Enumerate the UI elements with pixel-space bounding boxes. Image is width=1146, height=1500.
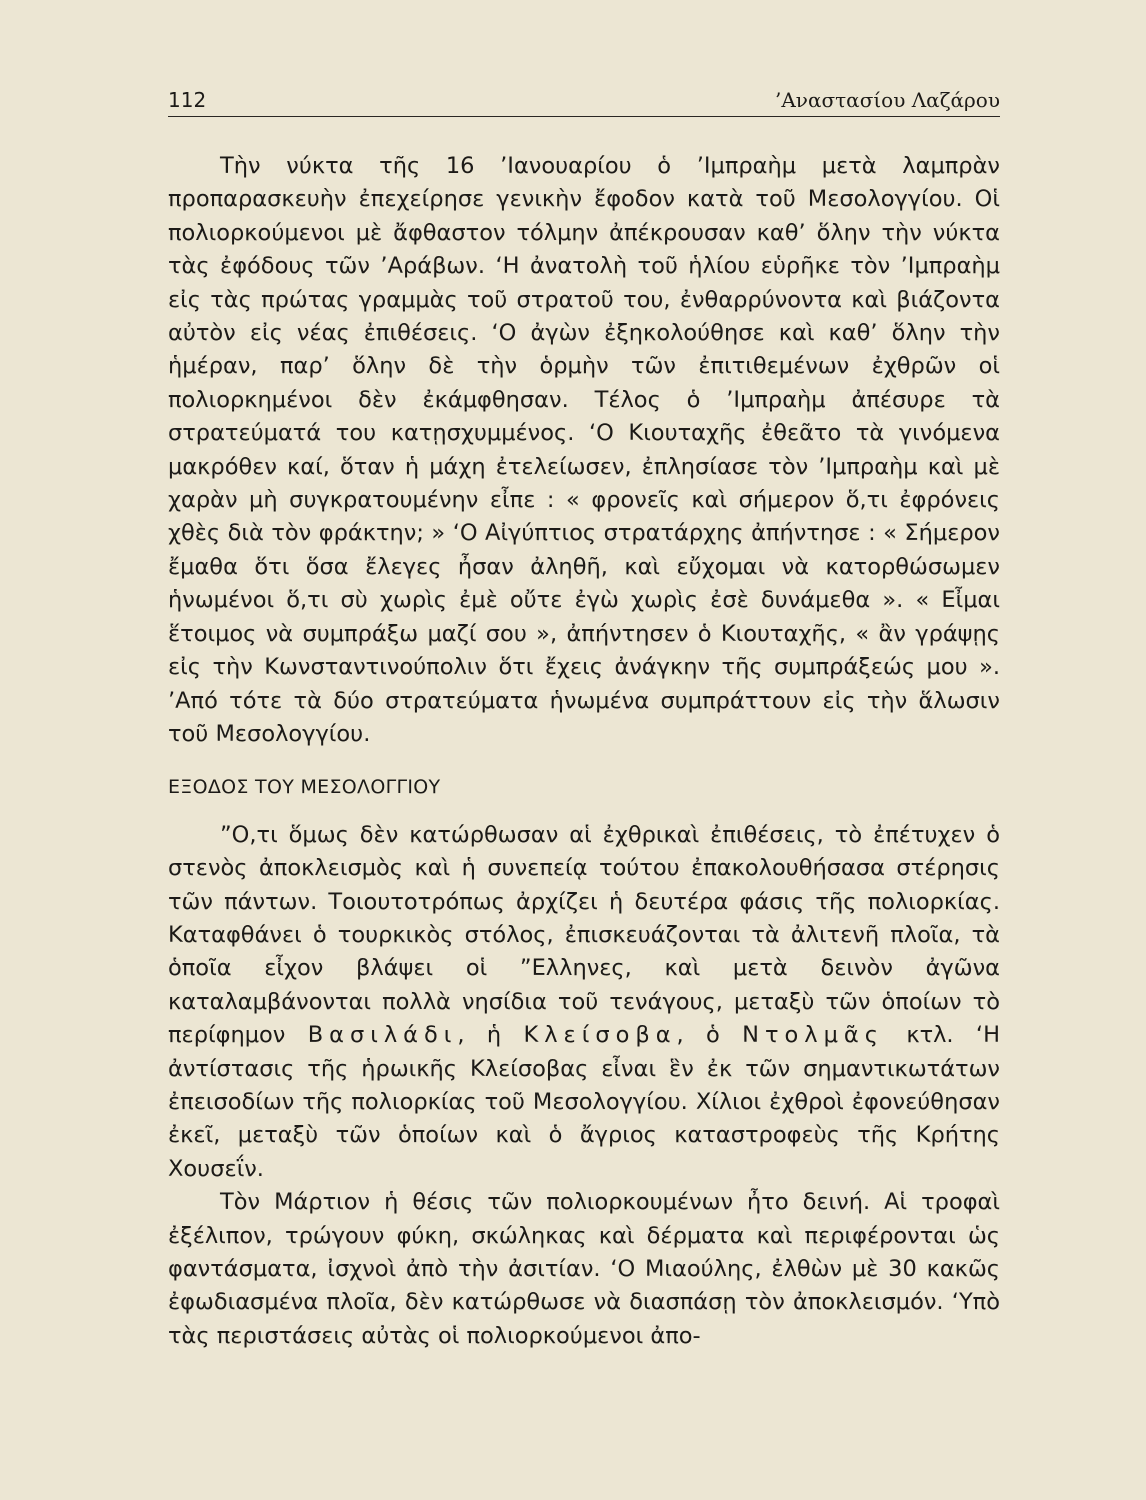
page-header	[168, 84, 1000, 117]
paragraph-blockade-text-cont: κτλ. ‘Η ἀντίστασις τῆς ἡρωικῆς Κλείσοβας εἶναι ἓν ἐκ τῶν σημαντικωτάτων ἐπεισοδίων τῆς πολιορκίας τοῦ Μεσολογγίου. Χίλιοι ἐχθροὶ ἐφονεύθησαν ἐκεῖ, μεταξὺ τῶν ὁποίων καὶ ὁ ἄγριος καταστροφεὺς τῆς Κρήτης Χουσεΐν.	[168, 1022, 1000, 1182]
place-name-vasiladi: Βασιλάδι	[307, 1022, 458, 1049]
body-text	[168, 150, 1000, 1353]
place-name-ntolmas: Ντολμᾶς	[742, 1022, 884, 1049]
paragraph-march-famine: Τὸν Μάρτιον ἡ θέσις τῶν πολιορκουμένων ἦτο δεινή. Αἱ τροφαὶ ἐξέλιπον, τρώγουν φύκη, σκώληκας καὶ δέρματα καὶ περιφέρονται ὡς φαντάσματα, ἰσχνοὶ ἀπὸ τὴν ἀσιτίαν. ‘Ο Μιαούλης, ἐλθὼν μὲ 30 κακῶς ἐφωδιασμένα πλοῖα, δὲν κατώρθωσε νὰ διασπάσῃ τὸν ἀποκλεισμόν. ‘Υπὸ τὰς περιστάσεις αὐτὰς οἱ πολιορκούμενοι ἀπο-	[168, 1189, 1000, 1349]
paragraph-blockade-text: ”Ο,τι ὅμως δὲν κατώρθωσαν αἱ ἐχθρικαὶ ἐπιθέσεις, τὸ ἐπέτυχεν ὁ στενὸς ἀποκλεισμὸς καὶ ἡ συνεπείᾳ τούτου ἐπακολουθήσασα στέρησις τῶν πάντων. Τοιουτοτρόπως ἀρχίζει ἡ δευτέρα φάσις τῆς πολιορκίας. Καταφθάνει ὁ τουρκικὸς στόλος, ἐπισκευάζονται τὰ ἀλιτενῆ πλοῖα, τὰ ὁποῖα εἶχον βλάψει οἱ ”Ελληνες, καὶ μετὰ δεινὸν ἀγῶνα καταλαμβάνονται πολλὰ νησίδια τοῦ τενάγους, μεταξὺ τῶν ὁποίων τὸ περίφημον	[168, 821, 1000, 1049]
paragraph-blockade: ”Ο,τι ὅμως δὲν κατώρθωσαν αἱ ἐχθρικαὶ ἐπιθέσεις, τὸ ἐπέτυχεν ὁ στενὸς ἀποκλεισμὸς καὶ ἡ συνεπείᾳ τούτου ἐπακολουθήσασα στέρησις τῶν πάντων. Τοιουτοτρόπως ἀρχίζει ἡ δευτέρα φάσις τῆς πολιορκίας. Καταφθάνει ὁ τουρκικὸς στόλος, ἐπισκευάζονται τὰ ἀλιτενῆ πλοῖα, τὰ ὁποῖα εἶχον βλάψει οἱ ”Ελληνες, καὶ μετὰ δεινὸν ἀγῶνα καταλαμβάνονται πολλὰ νησίδια τοῦ τενάγους, μεταξὺ τῶν ὁποίων τὸ περίφημον Βασιλάδι, ἡ Κλείσοβα, ὁ Ντολμᾶς κτλ. ‘Η ἀντίστασις τῆς ἡρωικῆς Κλείσοβας εἶναι ἓν ἐκ τῶν σημαντικωτάτων ἐπεισοδίων τῆς πολιορκίας τοῦ Μεσολογγίου. Χίλιοι ἐχθροὶ ἐφονεύθησαν ἐκεῖ, μεταξὺ τῶν ὁποίων καὶ ὁ ἄγριος καταστροφεὺς τῆς Κρήτης Χουσεΐν.	[168, 821, 1000, 1182]
section-heading: ΕΞΟΔΟΣ ΤΟΥ ΜΕΣΟΛΟΓΓΙΟΥ	[168, 776, 441, 799]
page-number: 112	[168, 88, 207, 112]
place-name-kleisova: Κλείσοβα	[523, 1022, 677, 1049]
running-title: ’Αναστασίου Λαζάρου	[775, 88, 1000, 112]
paragraph-ibrahim-attack: Τὴν νύκτα τῆς 16 ’Ιανουαρίου ὁ ’Ιμπραὴμ μετὰ λαμπρὰν προπαρασκευὴν ἐπεχείρησε γενικὴν ἔφοδον κατὰ τοῦ Μεσολογγίου. Οἱ πολιορκούμενοι μὲ ἄφθαστον τόλμην ἀπέκρουσαν καθ’ ὅλην τὴν νύκτα τὰς ἐφόδους τῶν ’Αράβων. ‘Η ἀνατολὴ τοῦ ἡλίου εὑρῆκε τὸν ’Ιμπραὴμ εἰς τὰς πρώτας γραμμὰς τοῦ στρατοῦ του, ἐνθαρρύνοντα καὶ βιάζοντα αὐτὸν εἰς νέας ἐπιθέσεις. ‘Ο ἀγὼν ἐξηκολούθησε καὶ καθ’ ὅλην τὴν ἡμέραν, παρ’ ὅλην δὲ τὴν ὁρμὴν τῶν ἐπιτιθεμένων ἐχθρῶν οἱ πολιορκημένοι δὲν ἐκάμφθησαν. Τέλος ὁ ’Ιμπραὴμ ἀπέσυρε τὰ στρατεύματά του κατῃσχυμμένος. ‘Ο Κιουταχῆς ἐθεᾶτο τὰ γινόμενα μακρόθεν καί, ὅταν ἡ μάχη ἐτελείωσεν, ἐπλησίασε τὸν ’Ιμπραὴμ καὶ μὲ χαρὰν μὴ συγκρατουμένην εἶπε : « φρονεῖς καὶ σήμερον ὅ,τι ἐφρόνεις χθὲς διὰ τὸν φράκτην; » ‘Ο Αἰγύπτιος στρατάρχης ἀπήντησε : « Σήμερον ἔμαθα ὅτι ὅσα ἔλεγες ἦσαν ἀληθῆ, καὶ εὔχομαι νὰ κατορθώσωμεν ἡνωμένοι ὅ,τι σὺ χωρὶς ἐμὲ οὔτε ἐγὼ χωρὶς ἐσὲ δυνάμεθα ». « Εἶμαι ἕτοιμος νὰ συμπράξω μαζί σου », ἀπήντησεν ὁ Κιουταχῆς, « ἂν γράψῃς εἰς τὴν Κωνσταντινούπολιν ὅτι ἔχεις ἀνάγκην τῆς συμπράξεώς μου ». ’Από τότε τὰ δύο στρατεύματα ἡνωμένα συμπράττουν εἰς τὴν ἅλωσιν τοῦ Μεσολογγίου.	[168, 153, 1000, 747]
